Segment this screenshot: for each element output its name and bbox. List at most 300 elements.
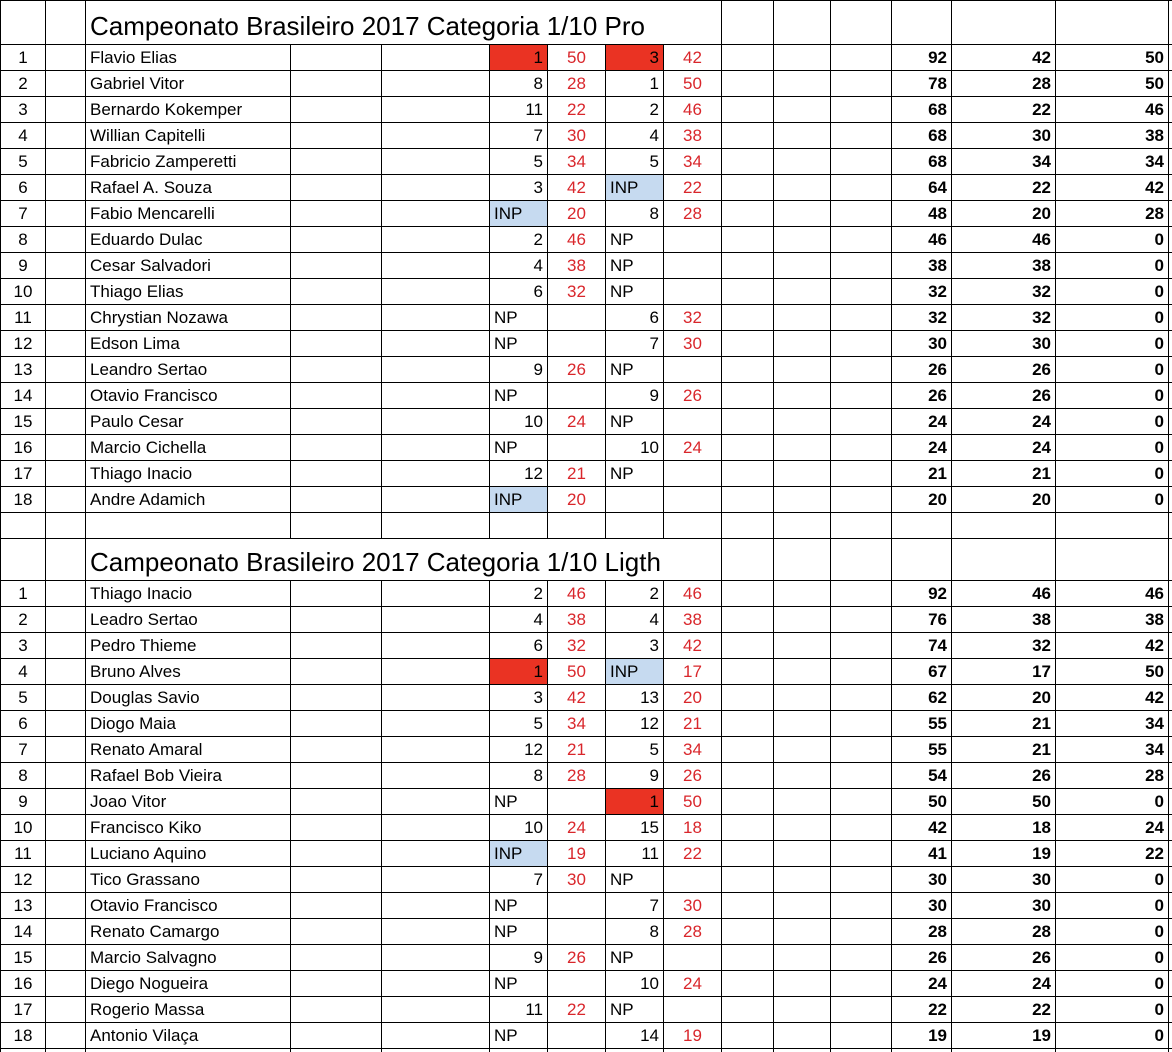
total-points-cell: 38 — [928, 256, 947, 275]
position-cell: 14 — [13, 922, 33, 941]
round2-points-cell: 20 — [683, 688, 702, 707]
round2-points-cell — [664, 409, 721, 434]
round2-position-cell: 14 — [640, 1026, 659, 1045]
discard-points-cell: 32 — [1032, 282, 1051, 301]
total-points-cell: 21 — [928, 464, 947, 483]
total-points-cell: 42 — [928, 818, 947, 837]
round1-points-cell: 42 — [567, 688, 586, 707]
total-points-cell: 76 — [928, 610, 947, 629]
discard-points-cell: 22 — [1032, 1000, 1051, 1019]
grid-col-line — [830, 0, 831, 1052]
round2-position-cell: INP — [606, 175, 663, 200]
round2-points-cell: 19 — [683, 1026, 702, 1045]
round2-position-cell: 10 — [640, 974, 659, 993]
round1-position-cell: NP — [494, 896, 518, 915]
round1-points-cell: 32 — [567, 636, 586, 655]
final-points-cell: 0 — [1154, 386, 1164, 405]
discard-points-cell: 26 — [1032, 386, 1051, 405]
driver-name-cell: Diego Nogueira — [90, 974, 209, 993]
driver-name-cell: Otavio Francisco — [90, 896, 218, 915]
round1-points-cell: 21 — [567, 464, 586, 483]
round1-position-cell: 5 — [533, 152, 543, 171]
position-cell: 1 — [18, 48, 28, 67]
total-points-cell: 68 — [928, 152, 947, 171]
round1-position-cell: 1 — [490, 45, 547, 70]
round1-position-cell: 8 — [533, 74, 543, 93]
position-cell: 18 — [13, 1026, 33, 1045]
position-cell: 15 — [13, 412, 33, 431]
round1-points-cell: 42 — [567, 178, 586, 197]
discard-points-cell: 46 — [1032, 584, 1051, 603]
total-points-cell: 64 — [928, 178, 947, 197]
round2-points-cell — [664, 253, 721, 278]
round1-points-cell: 46 — [567, 584, 586, 603]
round2-points-cell — [664, 997, 721, 1022]
round2-position-cell: 7 — [649, 334, 659, 353]
discard-points-cell: 42 — [1032, 48, 1051, 67]
round2-position-cell: 2 — [649, 100, 659, 119]
driver-name-cell: Thiago Elias — [90, 282, 184, 301]
round2-position-cell: 3 — [606, 45, 663, 70]
round2-points-cell: 34 — [683, 152, 702, 171]
position-cell: 14 — [13, 386, 33, 405]
round1-position-cell: NP — [494, 974, 518, 993]
grid-col-line — [381, 0, 382, 1052]
round2-position-cell: NP — [610, 412, 634, 431]
final-points-cell: 0 — [1154, 896, 1164, 915]
round2-points-cell: 24 — [683, 974, 702, 993]
final-points-cell: 0 — [1154, 256, 1164, 275]
total-points-cell: 46 — [928, 230, 947, 249]
final-points-cell: 46 — [1145, 100, 1164, 119]
position-cell: 7 — [18, 204, 28, 223]
position-cell: 5 — [18, 688, 28, 707]
round2-points-cell: 18 — [683, 818, 702, 837]
round2-position-cell: 4 — [649, 126, 659, 145]
total-points-cell: 32 — [928, 282, 947, 301]
round2-position-cell: 2 — [649, 584, 659, 603]
grid-col-line — [1168, 0, 1169, 1052]
final-points-cell: 0 — [1154, 438, 1164, 457]
position-cell: 4 — [18, 662, 28, 681]
discard-points-cell: 32 — [1032, 636, 1051, 655]
round1-position-cell: 2 — [533, 584, 543, 603]
round1-points-cell: 24 — [567, 412, 586, 431]
round1-points-cell — [548, 435, 605, 460]
round1-points-cell: 28 — [567, 766, 586, 785]
position-cell: 2 — [18, 610, 28, 629]
round1-points-cell — [548, 789, 605, 814]
round1-points-cell — [548, 331, 605, 356]
driver-name-cell: Douglas Savio — [90, 688, 200, 707]
position-cell: 3 — [18, 636, 28, 655]
round1-points-cell: 50 — [567, 48, 586, 67]
position-cell: 17 — [13, 1000, 33, 1019]
driver-name-cell: Joao Vitor — [90, 792, 167, 811]
round1-position-cell: 5 — [533, 714, 543, 733]
round1-position-cell: 11 — [525, 1000, 543, 1019]
final-points-cell: 0 — [1154, 464, 1164, 483]
round2-points-cell — [664, 227, 721, 252]
round2-position-cell: NP — [610, 948, 634, 967]
position-cell: 2 — [18, 74, 28, 93]
grid-col-line — [773, 0, 774, 1052]
round1-points-cell: 22 — [567, 100, 586, 119]
round1-points-cell: 32 — [567, 282, 586, 301]
driver-name-cell: Paulo Cesar — [90, 412, 184, 431]
round2-position-cell: 5 — [649, 152, 659, 171]
round2-points-cell — [664, 461, 721, 486]
driver-name-cell: Otavio Francisco — [90, 386, 218, 405]
round1-points-cell: 38 — [567, 610, 586, 629]
driver-name-cell: Andre Adamich — [90, 490, 206, 509]
round1-position-cell: 3 — [533, 178, 543, 197]
round1-position-cell: 10 — [524, 818, 543, 837]
round1-position-cell: 2 — [533, 230, 543, 249]
total-points-cell: 26 — [928, 948, 947, 967]
position-cell: 13 — [13, 896, 33, 915]
round2-position-cell: NP — [610, 282, 634, 301]
discard-points-cell: 20 — [1032, 688, 1051, 707]
round2-position-cell: 13 — [640, 688, 659, 707]
driver-name-cell: Cesar Salvadori — [90, 256, 211, 275]
round2-points-cell: 32 — [683, 308, 702, 327]
final-points-cell: 42 — [1145, 636, 1164, 655]
round2-position-cell: 9 — [649, 766, 659, 785]
round2-points-cell — [664, 487, 721, 512]
round2-points-cell: 24 — [683, 438, 702, 457]
round1-position-cell: 8 — [533, 766, 543, 785]
round2-position-cell: 4 — [649, 610, 659, 629]
position-cell: 7 — [18, 740, 28, 759]
position-cell: 3 — [18, 100, 28, 119]
discard-points-cell: 22 — [1032, 100, 1051, 119]
driver-name-cell: Luciano Aquino — [90, 844, 207, 863]
round2-position-cell: 12 — [640, 714, 659, 733]
total-points-cell: 24 — [928, 438, 947, 457]
driver-name-cell: Rafael A. Souza — [90, 178, 212, 197]
final-points-cell: 0 — [1154, 948, 1164, 967]
total-points-cell: 26 — [928, 360, 947, 379]
driver-name-cell: Bernardo Kokemper — [90, 100, 243, 119]
total-points-cell: 48 — [928, 204, 947, 223]
total-points-cell: 20 — [928, 490, 947, 509]
position-cell: 1 — [18, 584, 28, 603]
discard-points-cell: 32 — [1032, 308, 1051, 327]
round2-points-cell: 22 — [683, 844, 702, 863]
grid-col-line — [45, 0, 46, 1052]
round1-position-cell: 4 — [533, 610, 543, 629]
final-points-cell: 0 — [1154, 334, 1164, 353]
round1-position-cell: 12 — [524, 464, 543, 483]
round2-points-cell: 30 — [683, 896, 702, 915]
total-points-cell: 55 — [928, 740, 947, 759]
round2-position-cell: NP — [610, 464, 634, 483]
driver-name-cell: Leadro Sertao — [90, 610, 198, 629]
round1-points-cell: 22 — [567, 1000, 586, 1019]
final-points-cell: 24 — [1145, 818, 1164, 837]
round1-points-cell — [548, 919, 605, 944]
driver-name-cell: Renato Camargo — [90, 922, 220, 941]
round1-position-cell: 3 — [533, 688, 543, 707]
total-points-cell: 54 — [928, 766, 947, 785]
total-points-cell: 92 — [928, 584, 947, 603]
round1-points-cell: 26 — [567, 360, 586, 379]
final-points-cell: 0 — [1154, 230, 1164, 249]
round2-points-cell — [664, 867, 721, 892]
round2-points-cell: 46 — [683, 100, 702, 119]
driver-name-cell: Edson Lima — [90, 334, 180, 353]
final-points-cell: 0 — [1154, 360, 1164, 379]
round1-position-cell: 7 — [533, 126, 543, 145]
section-title: Campeonato Brasileiro 2017 Categoria 1/10 Ligth — [90, 547, 661, 577]
discard-points-cell: 24 — [1032, 438, 1051, 457]
total-points-cell: 55 — [928, 714, 947, 733]
discard-points-cell: 21 — [1032, 714, 1051, 733]
total-points-cell: 32 — [928, 308, 947, 327]
round2-points-cell: 34 — [683, 740, 702, 759]
round1-position-cell: INP — [490, 841, 547, 866]
round1-points-cell: 24 — [567, 818, 586, 837]
round2-position-cell: NP — [610, 1000, 634, 1019]
discard-points-cell: 26 — [1032, 766, 1051, 785]
discard-points-cell: 50 — [1032, 792, 1051, 811]
discard-points-cell: 26 — [1032, 948, 1051, 967]
position-cell: 16 — [13, 974, 33, 993]
total-points-cell: 78 — [928, 74, 947, 93]
final-points-cell: 0 — [1154, 870, 1164, 889]
round2-points-cell: 46 — [683, 584, 702, 603]
discard-points-cell: 22 — [1032, 178, 1051, 197]
final-points-cell: 0 — [1154, 922, 1164, 941]
round1-position-cell: 12 — [524, 740, 543, 759]
total-points-cell: 92 — [928, 48, 947, 67]
round2-position-cell: NP — [610, 870, 634, 889]
total-points-cell: 30 — [928, 870, 947, 889]
round2-position-cell: 5 — [649, 740, 659, 759]
round1-points-cell — [548, 893, 605, 918]
grid-row-line — [0, 1048, 1172, 1049]
round2-position-cell: 1 — [649, 74, 659, 93]
round1-points-cell: 34 — [567, 152, 586, 171]
discard-points-cell: 19 — [1032, 1026, 1051, 1045]
position-cell: 18 — [13, 490, 33, 509]
position-cell: 6 — [18, 178, 28, 197]
round2-points-cell: 22 — [683, 178, 702, 197]
discard-points-cell: 28 — [1032, 74, 1051, 93]
discard-points-cell: 30 — [1032, 870, 1051, 889]
round2-points-cell: 28 — [683, 204, 702, 223]
round2-position-cell: 7 — [649, 896, 659, 915]
grid-col-line — [721, 0, 722, 1052]
final-points-cell: 38 — [1145, 610, 1164, 629]
round1-points-cell — [548, 383, 605, 408]
round1-points-cell: 20 — [567, 490, 586, 509]
round2-points-cell — [664, 357, 721, 382]
round1-points-cell: 28 — [567, 74, 586, 93]
position-cell: 17 — [13, 464, 33, 483]
discard-points-cell: 19 — [1032, 844, 1051, 863]
round2-position-cell: 11 — [641, 844, 659, 863]
discard-points-cell: 20 — [1032, 204, 1051, 223]
round1-points-cell: 21 — [567, 740, 586, 759]
round2-points-cell: 17 — [683, 662, 702, 681]
round1-position-cell: 1 — [490, 659, 547, 684]
position-cell: 6 — [18, 714, 28, 733]
discard-points-cell: 38 — [1032, 610, 1051, 629]
round2-points-cell: 50 — [683, 74, 702, 93]
round1-points-cell: 46 — [567, 230, 586, 249]
discard-points-cell: 30 — [1032, 896, 1051, 915]
position-cell: 8 — [18, 766, 28, 785]
round2-points-cell: 50 — [683, 792, 702, 811]
round1-points-cell: 34 — [567, 714, 586, 733]
round2-position-cell: 10 — [640, 438, 659, 457]
final-points-cell: 34 — [1145, 714, 1164, 733]
total-points-cell: 74 — [928, 636, 947, 655]
driver-name-cell: Marcio Cichella — [90, 438, 207, 457]
round2-points-cell: 30 — [683, 334, 702, 353]
discard-points-cell: 46 — [1032, 230, 1051, 249]
position-cell: 11 — [14, 844, 32, 863]
total-points-cell: 28 — [928, 922, 947, 941]
round2-points-cell: 21 — [683, 714, 702, 733]
final-points-cell: 28 — [1145, 204, 1164, 223]
discard-points-cell: 38 — [1032, 256, 1051, 275]
final-points-cell: 0 — [1154, 974, 1164, 993]
discard-points-cell: 28 — [1032, 922, 1051, 941]
position-cell: 5 — [18, 152, 28, 171]
position-cell: 15 — [13, 948, 33, 967]
final-points-cell: 34 — [1145, 740, 1164, 759]
discard-points-cell: 24 — [1032, 412, 1051, 431]
total-points-cell: 22 — [928, 1000, 947, 1019]
position-cell: 12 — [13, 870, 33, 889]
round2-points-cell: 26 — [683, 386, 702, 405]
discard-points-cell: 18 — [1032, 818, 1051, 837]
round1-points-cell: 30 — [567, 870, 586, 889]
driver-name-cell: Tico Grassano — [90, 870, 200, 889]
driver-name-cell: Flavio Elias — [90, 48, 177, 67]
total-points-cell: 67 — [928, 662, 947, 681]
round2-points-cell: 28 — [683, 922, 702, 941]
round2-points-cell: 38 — [683, 126, 702, 145]
round1-points-cell: 50 — [567, 662, 586, 681]
driver-name-cell: Chrystian Nozawa — [90, 308, 228, 327]
driver-name-cell: Diogo Maia — [90, 714, 176, 733]
total-points-cell: 41 — [928, 844, 947, 863]
round2-position-cell — [606, 487, 663, 512]
round2-points-cell: 42 — [683, 636, 702, 655]
position-cell: 12 — [13, 334, 33, 353]
round1-position-cell: 10 — [524, 412, 543, 431]
round1-position-cell: NP — [494, 1026, 518, 1045]
position-cell: 16 — [13, 438, 33, 457]
driver-name-cell: Pedro Thieme — [90, 636, 197, 655]
round1-points-cell: 26 — [567, 948, 586, 967]
round2-points-cell: 42 — [683, 48, 702, 67]
discard-points-cell: 24 — [1032, 974, 1051, 993]
driver-name-cell: Eduardo Dulac — [90, 230, 203, 249]
final-points-cell: 22 — [1145, 844, 1164, 863]
round1-position-cell: NP — [494, 386, 518, 405]
driver-name-cell: Fabricio Zamperetti — [90, 152, 237, 171]
grid-row-line — [0, 512, 1172, 513]
round1-position-cell: NP — [494, 922, 518, 941]
round1-position-cell: 9 — [533, 360, 543, 379]
round2-position-cell: 8 — [649, 922, 659, 941]
driver-name-cell: Marcio Salvagno — [90, 948, 217, 967]
round2-position-cell: 3 — [649, 636, 659, 655]
total-points-cell: 24 — [928, 974, 947, 993]
round1-position-cell: INP — [490, 487, 547, 512]
final-points-cell: 0 — [1154, 412, 1164, 431]
discard-points-cell: 30 — [1032, 334, 1051, 353]
total-points-cell: 50 — [928, 792, 947, 811]
discard-points-cell: 17 — [1032, 662, 1051, 681]
round2-position-cell: NP — [610, 230, 634, 249]
driver-name-cell: Antonio Vilaça — [90, 1026, 199, 1045]
final-points-cell: 50 — [1145, 74, 1164, 93]
driver-name-cell: Rafael Bob Vieira — [90, 766, 222, 785]
round1-points-cell: 19 — [567, 844, 586, 863]
total-points-cell: 68 — [928, 100, 947, 119]
grid-col-line — [290, 0, 291, 1052]
round1-points-cell: 20 — [567, 204, 586, 223]
round1-position-cell: NP — [494, 438, 518, 457]
round2-position-cell: 6 — [649, 308, 659, 327]
discard-points-cell: 26 — [1032, 360, 1051, 379]
total-points-cell: 30 — [928, 896, 947, 915]
round1-points-cell — [548, 305, 605, 330]
round2-position-cell: INP — [606, 659, 663, 684]
position-cell: 11 — [14, 308, 32, 327]
driver-name-cell: Gabriel Vitor — [90, 74, 185, 93]
round1-position-cell: NP — [494, 308, 518, 327]
total-points-cell: 26 — [928, 386, 947, 405]
driver-name-cell: Bruno Alves — [90, 662, 181, 681]
round2-position-cell: NP — [610, 256, 634, 275]
round2-position-cell: 9 — [649, 386, 659, 405]
round2-points-cell — [664, 945, 721, 970]
total-points-cell: 24 — [928, 412, 947, 431]
round1-position-cell: 4 — [533, 256, 543, 275]
round2-position-cell: NP — [610, 360, 634, 379]
round1-points-cell: 30 — [567, 126, 586, 145]
round1-position-cell: 6 — [533, 636, 543, 655]
discard-points-cell: 21 — [1032, 464, 1051, 483]
discard-points-cell: 30 — [1032, 126, 1051, 145]
discard-points-cell: 20 — [1032, 490, 1051, 509]
final-points-cell: 0 — [1154, 1000, 1164, 1019]
final-points-cell: 42 — [1145, 688, 1164, 707]
position-cell: 4 — [18, 126, 28, 145]
discard-points-cell: 21 — [1032, 740, 1051, 759]
round2-position-cell: 15 — [640, 818, 659, 837]
round1-points-cell — [548, 1023, 605, 1048]
final-points-cell: 34 — [1145, 152, 1164, 171]
total-points-cell: 68 — [928, 126, 947, 145]
round1-points-cell — [548, 971, 605, 996]
final-points-cell: 0 — [1154, 282, 1164, 301]
round2-position-cell: 1 — [606, 789, 663, 814]
final-points-cell: 46 — [1145, 584, 1164, 603]
round1-position-cell: NP — [494, 334, 518, 353]
round2-position-cell: 8 — [649, 204, 659, 223]
position-cell: 10 — [13, 818, 33, 837]
driver-name-cell: Willian Capitelli — [90, 126, 206, 145]
final-points-cell: 28 — [1145, 766, 1164, 785]
